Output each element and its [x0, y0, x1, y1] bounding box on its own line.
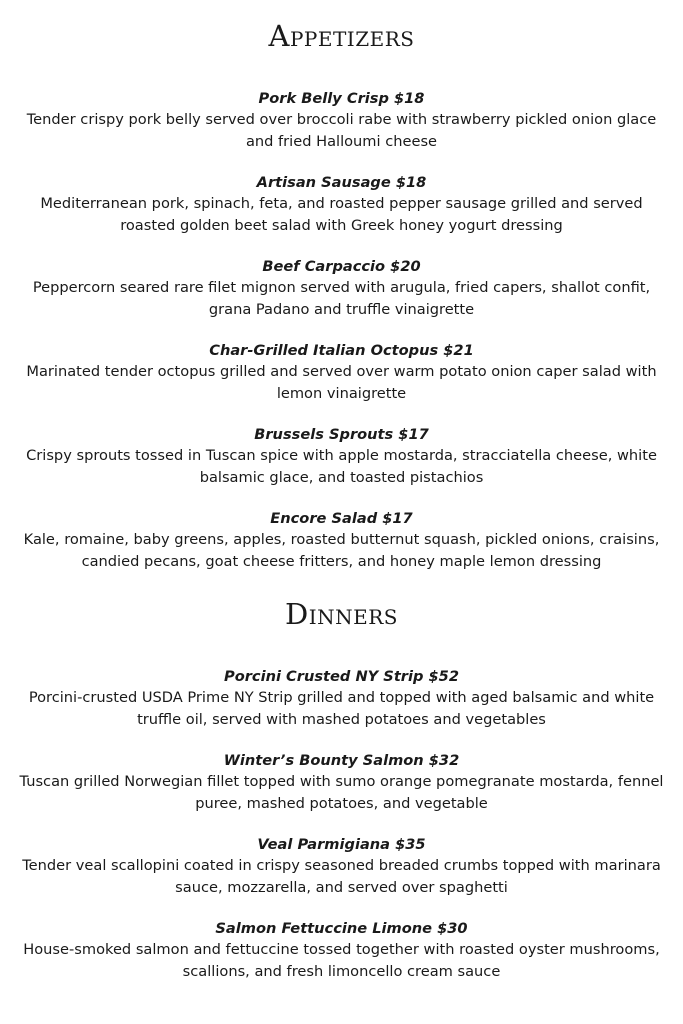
- item-name: Beef Carpaccio $20: [262, 258, 421, 275]
- menu-item: [10, 340, 673, 404]
- menu-item: [10, 508, 673, 572]
- appetizers-list: [10, 88, 673, 572]
- item-name: Encore Salad $17: [270, 510, 413, 527]
- item-description: Peppercorn seared rare filet mignon served with arugula, fried capers, shallot confit, grana Padano and truffle vinaigrette: [32, 279, 651, 318]
- menu-item: [10, 750, 673, 814]
- menu-item: [10, 666, 673, 730]
- item-description: Tender veal scallopini coated in crispy seasoned breaded crumbs topped with marinara sauce, mozzarella, and served over spaghetti: [22, 857, 661, 896]
- item-description: Tuscan grilled Norwegian fillet topped with sumo orange pomegranate mostarda, fennel puree, mashed potatoes, and vegetable: [19, 773, 664, 812]
- menu-item: [10, 424, 673, 488]
- item-description: House-smoked salmon and fettuccine tossed together with roasted oyster mushrooms, scallions, and fresh limoncello cream sauce: [23, 941, 660, 980]
- dinners-heading: Dinners: [284, 597, 398, 631]
- item-description: Porcini-crusted USDA Prime NY Strip grilled and topped with aged balsamic and white truffle oil, served with mashed potatoes and vegetables: [28, 689, 655, 728]
- dinners-list: [10, 666, 673, 982]
- item-name: Char-Grilled Italian Octopus $21: [209, 342, 474, 359]
- item-description: Mediterranean pork, spinach, feta, and roasted pepper sausage grilled and served roasted golden beet salad with Greek honey yogurt dressing: [40, 195, 643, 234]
- item-name: Salmon Fettuccine Limone $30: [215, 920, 468, 937]
- item-name: Winter’s Bounty Salmon $32: [223, 752, 460, 769]
- appetizers-heading: Appetizers: [268, 19, 415, 53]
- item-description: Tender crispy pork belly served over broccoli rabe with strawberry pickled onion glace and fried Halloumi cheese: [26, 111, 657, 150]
- menu-item: [10, 834, 673, 898]
- item-name: Artisan Sausage $18: [256, 174, 427, 191]
- menu-item: [10, 172, 673, 236]
- menu-item: [10, 918, 673, 982]
- menu-item: [10, 256, 673, 320]
- item-description: Kale, romaine, baby greens, apples, roasted butternut squash, pickled onions, craisins, candied pecans, goat cheese fritters, and honey maple lemon dressing: [23, 531, 660, 570]
- item-name: Veal Parmigiana $35: [257, 836, 426, 853]
- item-name: Pork Belly Crisp $18: [258, 90, 425, 107]
- item-description: Marinated tender octopus grilled and served over warm potato onion caper salad with lemon vinaigrette: [26, 363, 657, 402]
- item-name: Brussels Sprouts $17: [254, 426, 429, 443]
- menu-item: [10, 88, 673, 152]
- item-name: Porcini Crusted NY Strip $52: [224, 668, 459, 685]
- item-description: Crispy sprouts tossed in Tuscan spice with apple mostarda, stracciatella cheese, white balsamic glace, and toasted pistachios: [26, 447, 657, 486]
